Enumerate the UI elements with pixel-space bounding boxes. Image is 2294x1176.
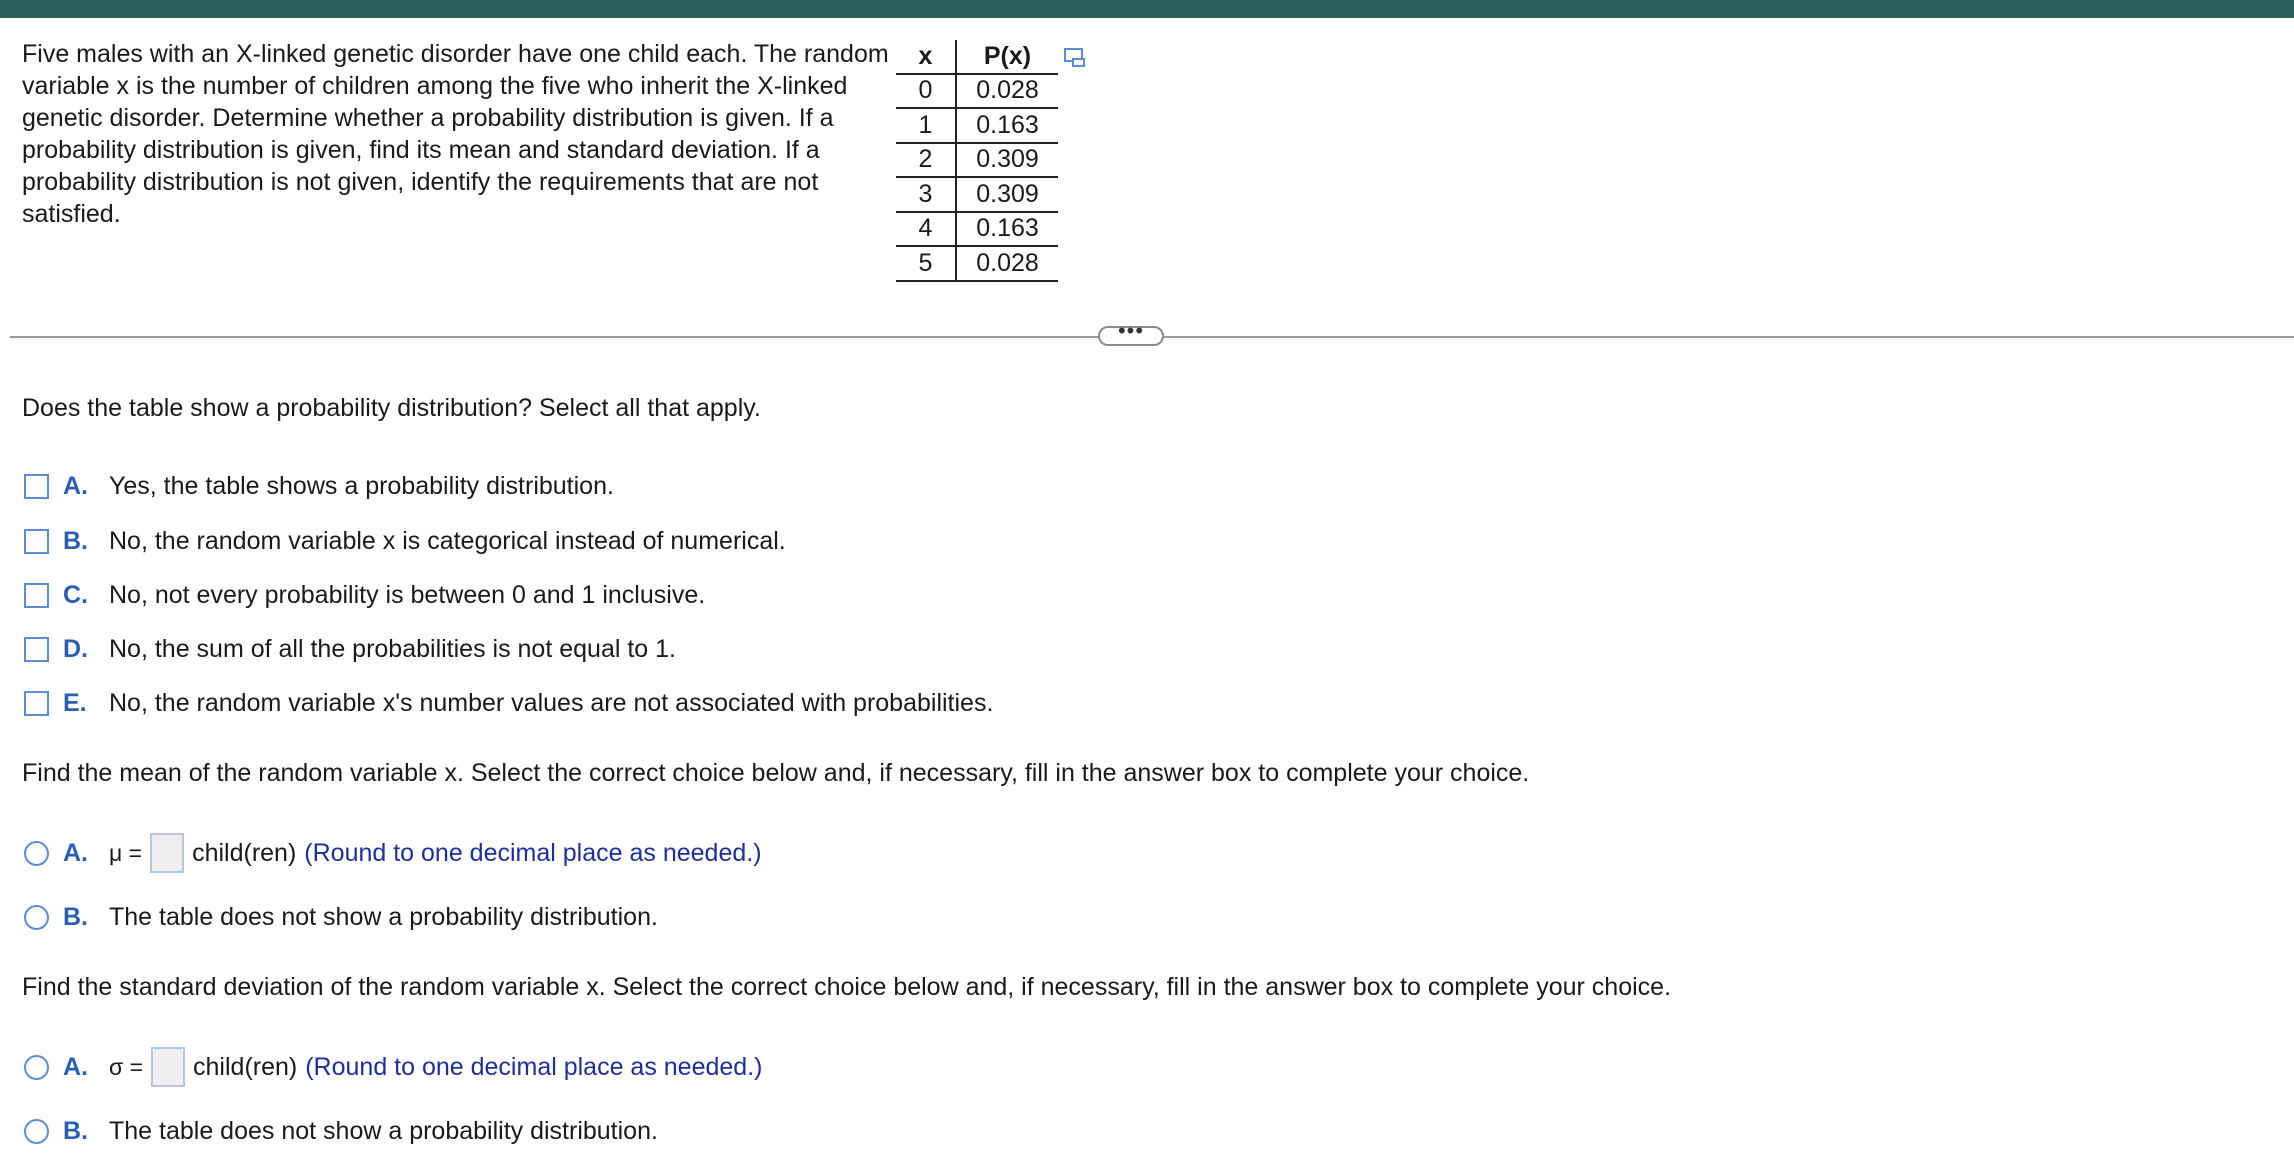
option-letter: C.	[63, 580, 88, 609]
q1-option-c[interactable]	[24, 578, 705, 612]
table-header-x: x	[896, 40, 956, 74]
more-dots-label: •••	[1117, 318, 1145, 343]
option-letter: B.	[63, 526, 88, 555]
table-cell-px: 0.309	[956, 177, 1058, 212]
table-cell-px: 0.309	[956, 143, 1058, 178]
sigma-symbol: σ =	[109, 1053, 144, 1080]
q2-option-b[interactable]	[24, 900, 658, 934]
q3-option-b[interactable]	[24, 1114, 658, 1148]
expand-more-button[interactable]	[1098, 318, 1164, 346]
table-cell-px: 0.028	[956, 246, 1058, 281]
option-letter: B.	[63, 902, 88, 931]
option-letter: B.	[63, 1116, 88, 1145]
table-cell-x: 1	[896, 108, 956, 143]
table-row	[896, 108, 1058, 143]
q1-option-e[interactable]	[24, 686, 993, 720]
checkbox-c[interactable]	[24, 583, 49, 608]
table-cell-x: 0	[896, 74, 956, 109]
checkbox-d[interactable]	[24, 637, 49, 662]
table-cell-px: 0.028	[956, 74, 1058, 109]
option-text: The table does not show a probability distribution.	[109, 902, 658, 931]
mu-symbol: μ =	[109, 839, 143, 866]
option-letter: A.	[63, 838, 88, 867]
option-text: No, the random variable x's number values are not associated with probabilities.	[109, 688, 994, 717]
option-letter: A.	[63, 471, 88, 500]
q3-option-a[interactable]	[24, 1050, 762, 1084]
table-cell-x: 4	[896, 212, 956, 247]
popout-window-icon[interactable]	[1064, 48, 1086, 68]
option-text: Yes, the table shows a probability distribution.	[109, 471, 614, 500]
q1-option-b[interactable]	[24, 524, 786, 558]
option-letter: A.	[63, 1052, 88, 1081]
option-text: The table does not show a probability distribution.	[109, 1116, 658, 1145]
q2-prompt: Find the mean of the random variable x. Select the correct choice below and, if necessary, fill in the answer box to complete your choice.	[22, 759, 1530, 787]
unit-label: child(ren)	[193, 1052, 298, 1081]
option-text: No, the sum of all the probabilities is not equal to 1.	[109, 634, 676, 663]
table-row	[896, 246, 1058, 281]
option-text: No, the random variable x is categorical instead of numerical.	[109, 526, 786, 555]
q2-option-a[interactable]	[24, 836, 762, 870]
rounding-hint: (Round to one decimal place as needed.)	[305, 1052, 763, 1081]
unit-label: child(ren)	[192, 838, 297, 867]
table-cell-x: 5	[896, 246, 956, 281]
checkbox-a[interactable]	[24, 474, 49, 499]
table-header-px: P(x)	[956, 40, 1058, 74]
table-cell-x: 3	[896, 177, 956, 212]
table-cell-x: 2	[896, 143, 956, 178]
checkbox-b[interactable]	[24, 529, 49, 554]
radio-b[interactable]	[24, 1119, 49, 1144]
q1-prompt: Does the table show a probability distribution? Select all that apply.	[22, 394, 761, 422]
q3-prompt: Find the standard deviation of the random variable x. Select the correct choice below and, if necessary, fill in the answer box to complete your choice.	[22, 973, 1672, 1001]
table-row	[896, 74, 1058, 109]
radio-a[interactable]	[24, 1055, 49, 1080]
radio-b[interactable]	[24, 905, 49, 930]
top-bar	[0, 0, 2294, 18]
table-cell-px: 0.163	[956, 108, 1058, 143]
table-row	[896, 177, 1058, 212]
rounding-hint: (Round to one decimal place as needed.)	[304, 838, 762, 867]
table-row	[896, 212, 1058, 247]
q1-option-d[interactable]	[24, 632, 676, 666]
table-cell-px: 0.163	[956, 212, 1058, 247]
option-letter: D.	[63, 634, 88, 663]
option-text: No, not every probability is between 0 and 1 inclusive.	[109, 580, 706, 609]
q1-option-a[interactable]	[24, 469, 614, 503]
table-row	[896, 143, 1058, 178]
checkbox-e[interactable]	[24, 691, 49, 716]
probability-table	[896, 40, 1058, 282]
option-letter: E.	[63, 688, 87, 717]
radio-a[interactable]	[24, 841, 49, 866]
mean-answer-input[interactable]	[150, 833, 184, 873]
problem-statement: Five males with an X-linked genetic disorder have one child each. The random variable x is the number of children among the five who inherit the X-linked genetic disorder. Determine whether a probability distribution is given. If a probability distribution is given, find its mean and standard deviation. If a probability distribution is not given, identify the requirements that are not satisfied.	[22, 40, 889, 228]
sd-answer-input[interactable]	[151, 1047, 185, 1087]
